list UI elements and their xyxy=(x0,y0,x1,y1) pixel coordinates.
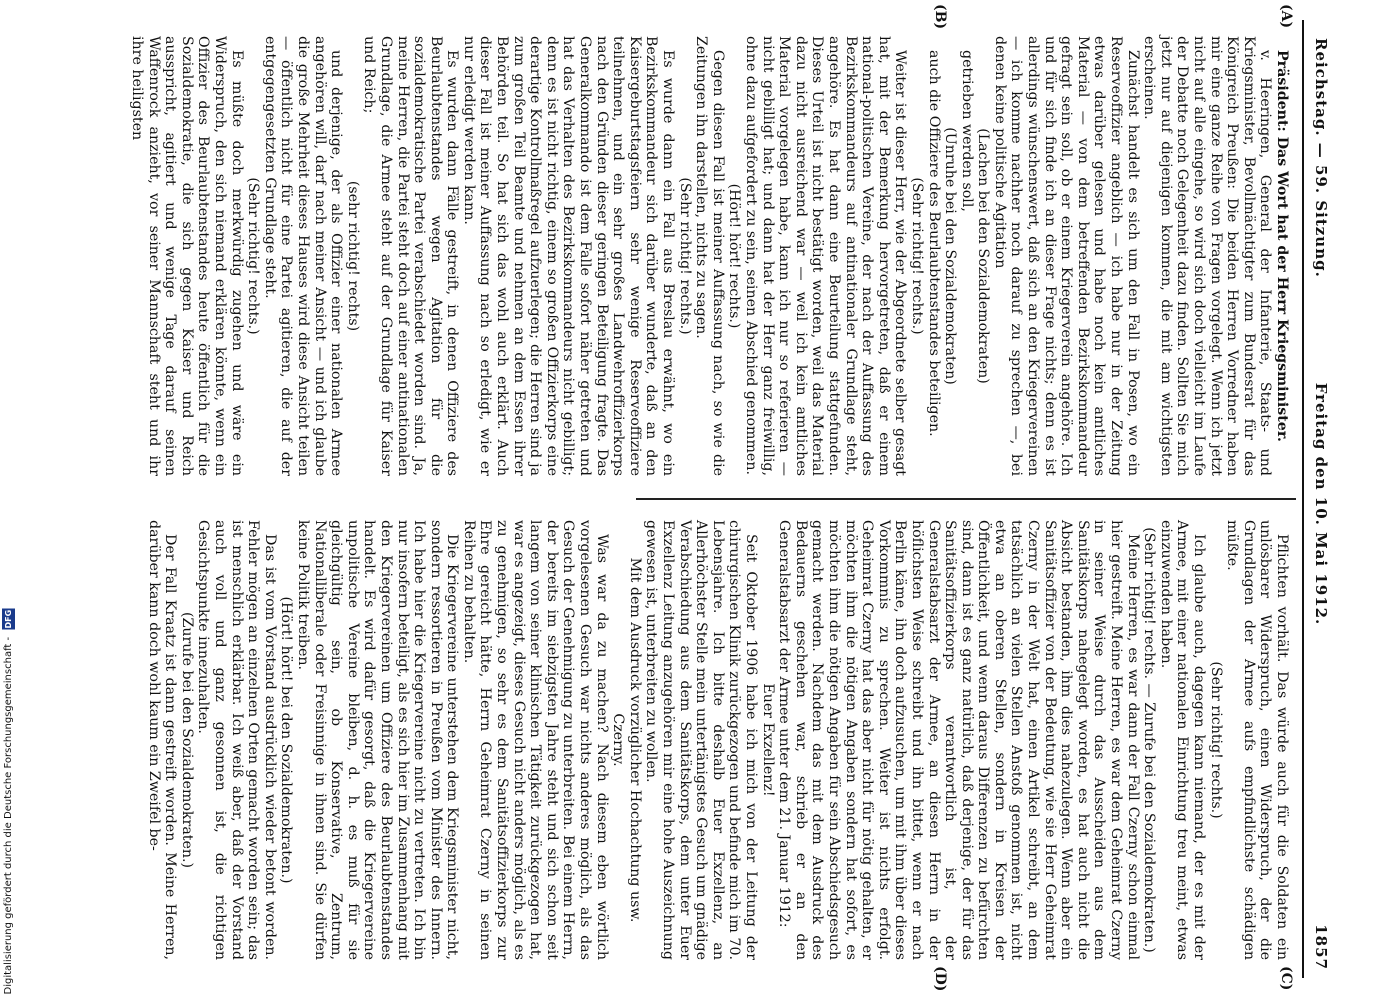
letter-salutation: Euer Exzellenz! xyxy=(759,683,776,797)
interjection: (Unruhe bei den Sozialdemokraten) xyxy=(942,127,959,385)
paragraph: Es wurde dann ein Fall aus Breslau erwähnt, wo ein Bezirkskommandeur sich darüber wunderte, daß an den Kaisergeburtstagsfeiern sehr wenige Reserveoffiziere teilnehmen, und ein sehr großes Landwehroffizierkorps nach den Gründen dieser geringen Beteiligung fragte. Das Generalkommando ist dem Falle sofort näher getreten und hat das Verhalten des Bezirkskommandeurs nicht gebilligt; denn es ist nicht richtig, einem so großen Offizierkorps eine derartige Kontrollmaßregel aufzuerlegen; die Herren sind ja zum großen Teil Beamte und nehmen an dem Essen ihrer Behörden teil. So hat sich das wohl auch erklärt. Auch dieser Fall ist meiner Auffassung nach so erledigt, wie er nur erledigt werden kann. xyxy=(460,36,677,476)
digitization-footer xyxy=(0,0,22,1000)
footer-credit: Digitalisierung gefördert durch die Deutsche Forschungsgemeinschaft - xyxy=(3,636,14,994)
paragraph: Meine Herren, es war dann der Fall Czerny schon einmal hier gestreift. Meine Herren, es war dem Geheimrat Czerny in seiner Weise durch das Ausscheiden aus dem Sanitätskorps nahegelegt worden, es hat auch nicht die Absicht bestanden, ihm dies nahezulegen. Wenn aber ein Sanitätsoffizier von der Bedeutung, wie sie Herr Geheimrat Czerny in der Welt hat, einen Artikel schreibt, an dem tatsächlich an vielen Stellen Anstoß genommen ist, nicht etwa an oberen Stellen, sondern in Kreisen der Öffentlichkeit, und wenn daraus Differenzen zu befürchten sind, dann ist es ganz natürlich, daß derjenige, der für das Sanitätsoffizierkorps verantwortlich ist, der Generalstabsarzt der Armee, an diesen Herrn in der höflichsten Weise schreibt und ihn bittet, wenn er nach Berlin käme, ihn doch aufzusuchen, um mit ihm über dieses Vorkommnis zu sprechen. Weiter ist nichts erfolgt. Geheimrat Czerny hat das aber nicht für nötig gehalten, er möchten ihm die nötigen Angaben sondern hat sofort, es möchten ihm die nötigen Angaben für sein Abschiedsgesuch gemacht werden. Nachdem das mit dem Ausdruck des Bedauerns geschehen war, schrieb er an den Generalstabsarzt der Armee unter dem 21. Januar 1912: xyxy=(776,520,1141,960)
page-header xyxy=(1306,38,1330,970)
interjection: (Lachen bei den Sozialdemokraten) xyxy=(975,128,992,384)
paragraph: Es wurden dann Fälle gestreift, in denen Offiziere des Beurlaubtenstandes wegen Agitation für die sozialdemokratische Partei verabschiedet worden sind. Ja, meine Herren, die Partei steht doch auf einer antinationalen Grundlage, die Armee steht auf der Grundlage für Kaiser und Reich; xyxy=(361,36,461,476)
interjection: (Sehr richtig! rechts.) xyxy=(676,177,693,335)
paragraph: getrieben werden soll, xyxy=(958,50,975,212)
header-center: Freitag den 10. Mai 1912. xyxy=(1312,382,1330,626)
right-column xyxy=(145,520,1290,960)
margin-mark-a: (A) xyxy=(1278,4,1294,29)
header-left: Reichstag. — 59. Sitzung. xyxy=(1312,38,1330,278)
paragraph: Der Fall Kraatz ist dann gestreift worden. Meine Herren, darüber kann doch wohl kaum ein Zweifel be- xyxy=(145,520,179,960)
column-divider xyxy=(636,498,1296,500)
paragraph: Was war da zu machen? Nach diesem eben wörtlich vorgelesenen Gesuch war nichts anderes möglich, als das Gesuch der Genehmigung zu unterbreiten. Bei einem Herrn, der bereits im siebzigsten Jahre steht und sich schon seit langem von seiner klinischen Tätigkeit zurückgezogen hat, war es angezeigt, dieses Gesuch nicht anders möglich, als es zu genehmigen, so sehr es dem Sanitätsoffizierkorps zur Ehre gereicht hätte, Herrn Geheimrat Czerny in seinen Reihen zu behalten. xyxy=(460,520,610,960)
letter-signature: Czerny. xyxy=(610,713,627,767)
left-column xyxy=(129,36,1290,476)
paragraph: Zunächst handelt es sich um den Fall in Posen, wo ein Reserveoffizier angeblich — ich habe nur in der Zeitung etwas darüber gelesen und habe noch kein amtliches Material — von dem betreffenden Bezirkskommandeur gefragt sein soll, ob er einem Kriegerverein angehöre. Ich und für sich finde ich an dieser Frage nichts; denn es ist allerdings wünschenswert, daß sich an den Kriegervereinen — ich komme nachher noch darauf zu sprechen —, bei denen keine politische Agitation xyxy=(991,36,1141,476)
paragraph: und derjenige, der als Offizier einer nationalen Armee angehören will, darf nach meiner Ansicht — und ich glaube die große Mehrheit dieses Hauses wird diese Ansicht teilen — öffentlich nicht für eine Partei agitieren, die auf der entgegengesetzten Grundlage steht. xyxy=(261,36,345,476)
paragraph: Das ist vom Vorstand ausdrücklich wieder betont worden. Fehler mögen an einzelnen Orten gemacht worden sein; das ist menschlich erklärbar. Ich weiß aber, daß der Vorstand auch voll und ganz gesonnen ist, die richtigen Gesichtspunkte innezuhalten. xyxy=(195,520,278,960)
paragraph: Weiter ist dieser Herr, wie der Abgeordnete selber gesagt hat, mit der Bemerkung hervorgetreten, daß er einem national-politischen Vereine, der nach der Auffassung des Bezirkskommandeurs auf antinationaler Grundlage steht, angehöre. Es hat dann eine Beurteilung stattgefunden. Dieses Urteil ist nicht bestätigt worden, weil das Material dazu nicht ausreichend war — weil ich kein amtliches Material vorgelegen habe, kann ich nur so referieren — nicht gebilligt hat; und dann hat der Herr ganz freiwillig, ohne dazu aufgefordert zu sein, seinen Abschied genommen. xyxy=(743,36,909,476)
interjection: (sehr richtig! rechts) xyxy=(344,180,361,332)
interjection: (Sehr richtig! rechts.) xyxy=(908,177,925,335)
dfg-logo: DFG xyxy=(4,609,13,629)
paragraph: auch die Offiziere des Beurlaubtenstandes beteiligen. xyxy=(925,50,942,437)
header-rule xyxy=(1302,20,1304,978)
paragraph: v. Heeringen, General der Infanterie, Staats- und Kriegsminister, Bevollmächtigter zum Bundesrat für das Königreich Preußen: Die beiden Herren Vorredner haben mir eine ganze Reihe von Fragen vorgelegt. Wenn ich jetzt nicht auf alle eingehe, so wird sich doch vielleicht im Laufe der Debatte noch Gelegenheit dazu finden. Sollten Sie mich jetzt nur auf diejenigen kommen, die mit am wichtigsten erscheinen. xyxy=(1141,36,1274,476)
page-number: 1857 xyxy=(1312,924,1330,970)
paragraph: Es müßte doch merkwürdig zugehen und wäre ein Widerspruch, den sich niemand erklären könnte, wenn ein Offizier des Beurlaubtenstandes heute öffentlich für die Sozialdemokratie, die sich gegen Kaiser und Reich ausspricht, agitiert und wenige Tage darauf seinen Waffenrock anzieht, vor seiner Mannschaft steht und ihr ihre heiligsten xyxy=(129,36,245,476)
margin-mark-d: (D) xyxy=(932,966,948,992)
interjection: (Hört! hört! rechts.) xyxy=(726,183,743,329)
paragraph: Pflichten vorhält. Das würde auch für die Soldaten ein unlösbarer Widerspruch, einen Widerspruch, der die Grundlagen der Armee aufs empfindlichste schädigen müßte. xyxy=(1224,520,1290,960)
interjection: (Zurufe bei den Sozialdemokraten.) xyxy=(178,611,195,869)
paragraph: Präsident: Das Wort hat der Herr Kriegsminister. xyxy=(1274,50,1290,442)
margin-mark-c: (C) xyxy=(1278,966,1294,991)
margin-mark-b: (B) xyxy=(932,4,948,30)
interjection: (Sehr richtig! rechts. — Zurufe bei den Sozialdemokraten.) xyxy=(1141,527,1158,953)
letter-body: Seit Oktober 1906 habe ich mich von der Leitung der chirurgischen Klinik zurückgezogen und befinde mich im 70. Lebensjahre. Ich bitte deshalb Euer Exzellenz, an Allerhöchster Stelle mein untertänigstes Gesuch um gnädige Verabschiedung aus dem Sanitätskorps, dem unter Euer Exzellenz Leitung anzugehören mir eine hohe Auszeichnung gewesen ist, unterbreiten zu wollen. xyxy=(643,520,759,960)
letter-closing: Mit dem Ausdruck vorzüglicher Hochachtung usw. xyxy=(626,557,643,923)
paragraph: Gegen diesen Fall ist meiner Auffassung nach, so wie die Zeitungen ihn darstellen, nichts zu sagen. xyxy=(693,36,726,476)
paragraph: Die Kriegervereine unterstehen dem Kriegsminister nicht, sondern ressortieren in Preußen vom Minister des Innern. Ich habe hier die Kriegervereine nicht zu vertreten. Ich bin nur insofern beteiligt, als es sich hier im Zusammenhang mit den Kriegervereinen um Offiziere des Beurlaubtenstandes handelt. Es wird dafür gesorgt, daß die Kriegervereine unpolitische Vereine bleiben, d. h. es muß für sie gleichgültig sein, ob Konservative, Zentrum, Nationalliberale oder Freisinnige in ihnen sind. Sie dürfen keine Politik treiben. xyxy=(294,520,461,960)
interjection: (Hört! hört! bei den Sozialdemokraten.) xyxy=(278,596,295,884)
interjection: (Sehr richtig! rechts.) xyxy=(245,177,262,335)
paragraph: Ich glaube auch, dagegen kann niemand, der es mit der Armee, mit einer nationalen Einrichtung treu meint, etwas einzuwenden haben. xyxy=(1157,520,1208,960)
interjection: (Sehr richtig! rechts.) xyxy=(1207,661,1224,819)
